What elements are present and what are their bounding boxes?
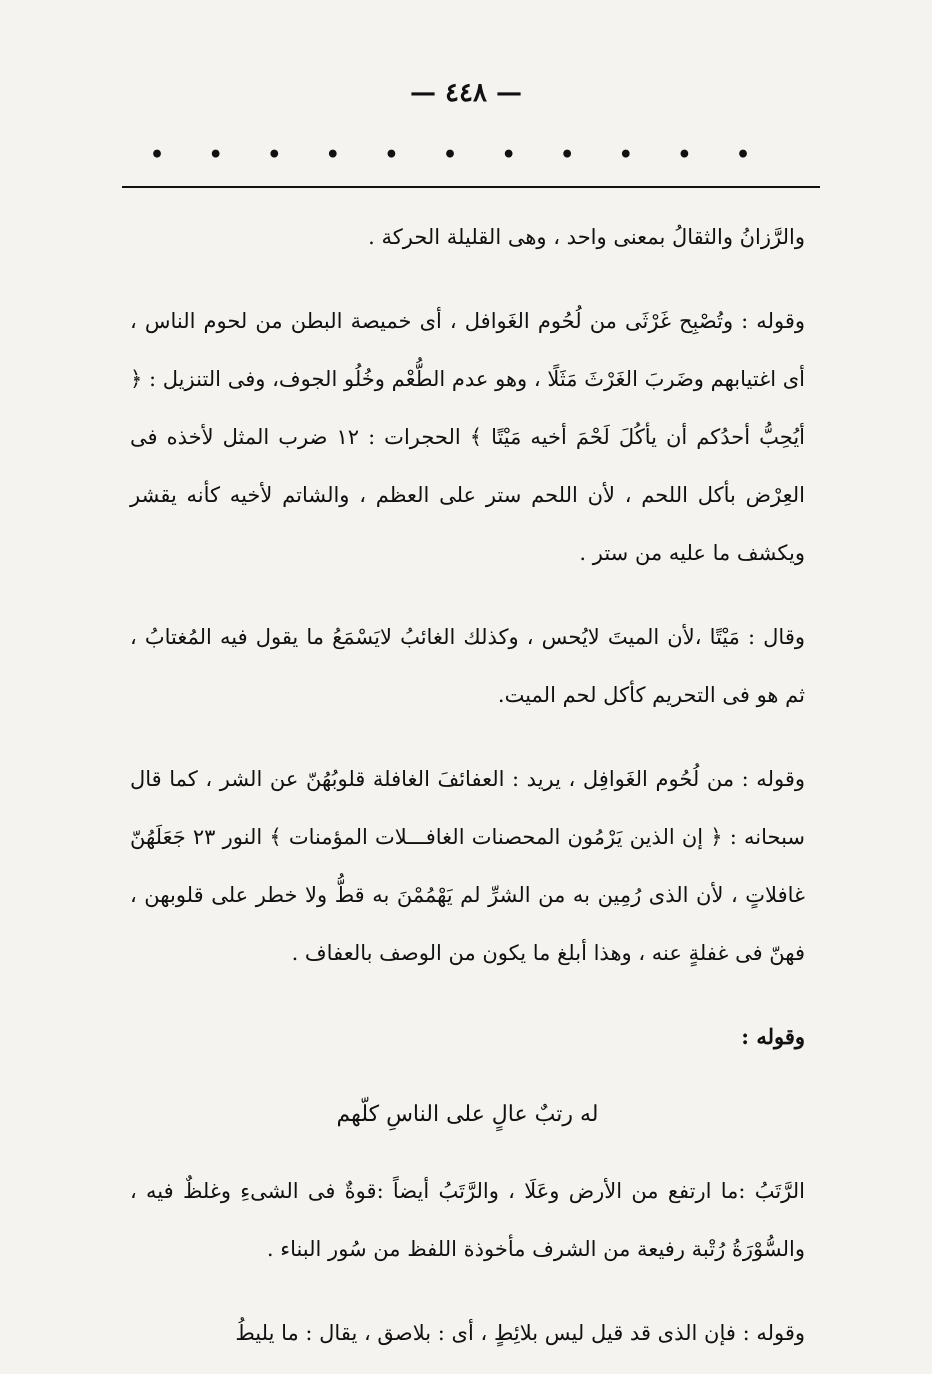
section-heading: وقوله : xyxy=(741,1024,805,1049)
dot: • xyxy=(501,142,516,168)
dot: • xyxy=(325,142,340,168)
dot: • xyxy=(442,142,458,168)
ellipsis-dots xyxy=(150,142,750,168)
dot: • xyxy=(150,142,165,168)
dot: • xyxy=(384,142,399,168)
dot: • xyxy=(560,142,575,168)
dot: • xyxy=(677,142,692,168)
paragraph: والرَّزانُ والثقالُ بمعنى واحد ، وهى القليلة الحركة . xyxy=(368,225,805,249)
paragraph: وقوله : فإن الذى قد قيل ليس بلائِطٍ ، أى : بلاصق ، يقال : ما يليطُ xyxy=(235,1321,805,1345)
dot: • xyxy=(735,142,750,168)
dot: • xyxy=(267,142,282,168)
horizontal-rule xyxy=(122,186,820,188)
paragraph: وقوله : وتُصْبِح غَرْثَى من لُحُوم الغَوافل ، أى خميصة البطن من لحوم الناس ، أى اغتيابهم وضَربَ الغَرْثَ مَثَلًا ، وهو عدم الطُّعْم وخُلُو الجوف، وفى التنزيل : ﴿ أيُحِبُّ أحدُكم أن يأكُلَ لَحْمَ أخيه مَيْتًا ﴾ الحجرات : ١٢ ضرب المثل لأخذه فى العِرْض بأكل اللحم ، لأن اللحم ستر على العظم ، والشاتم لأخيه كأنه يقشر ويكشف ما عليه من ستر . xyxy=(130,309,806,565)
dot: • xyxy=(208,142,223,168)
paragraph: الرَّتَبُ :ما ارتفع من الأرض وعَلَا ، والرَّتَبُ أيضاً :قوةٌ فى الشىءِ وغلظٌ فيه ، والسُّوْرَةُ رُتْبة رفيعة من الشرف مأخوذة اللفظ من سُور البناء . xyxy=(130,1179,805,1261)
paragraph: وقوله : من لُحُوم الغَوافِل ، يريد : العفائفَ الغافلة قلوبُهُنّ عن الشر ، كما قال سبحانه : ﴿ إن الذين يَرْمُون المحصنات الغافـــلات المؤمنات ﴾ النور ٢٣ جَعَلَهُنّ غافلاتٍ ، لأن الذى رُمِين به من الشرِّ لم يَهْمُمْنَ به قطُّ ولا خطر على قلوبهن ، فهنّ فى غفلةٍ عنه ، وهذا أبلغ ما يكون من الوصف بالعفاف . xyxy=(130,767,806,965)
page-number: — ٤٤٨ — xyxy=(409,78,523,108)
dot: • xyxy=(618,142,633,168)
poem-verse: له رتبٌ عالٍ على الناسِ كلّهم xyxy=(336,1102,599,1127)
paragraph: وقال : مَيْتًا ،لأن الميتَ لايُحس ، وكذلك الغائبُ لايَسْمَعُ ما يقول فيه المُغتابُ ، ثم هو فى التحريم كأكل لحم الميت. xyxy=(130,625,805,707)
page-body xyxy=(130,208,805,1374)
